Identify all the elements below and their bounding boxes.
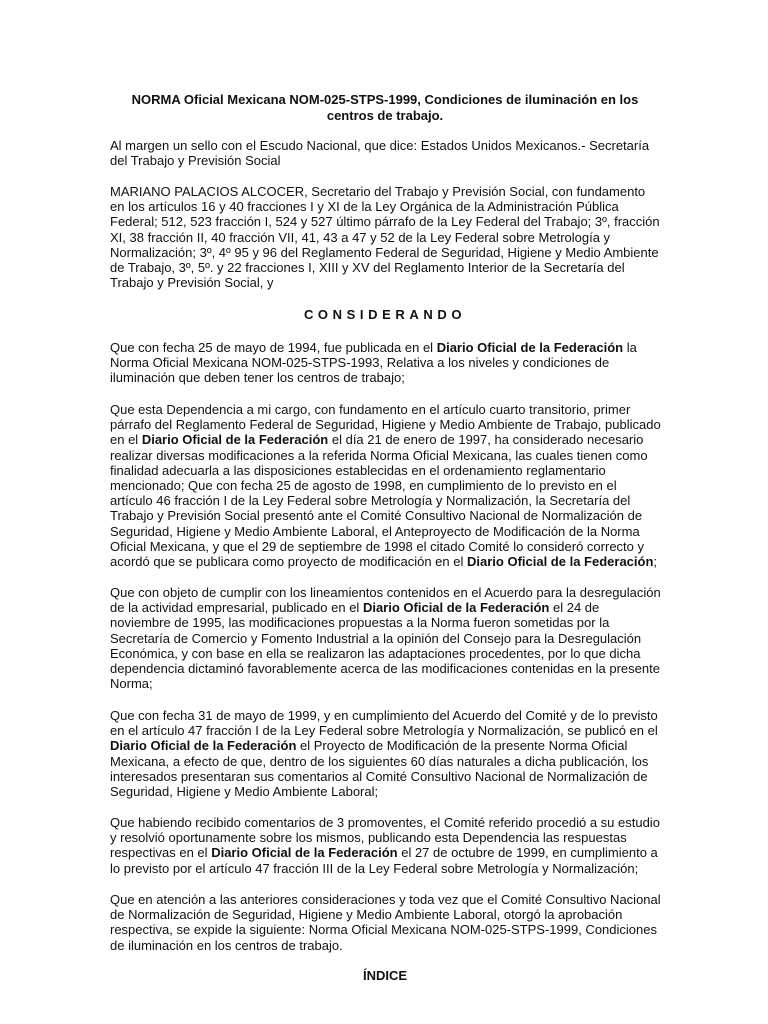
text-segment: Que con objeto de cumplir con los lineamientos contenidos en el Acuerdo para la desregulación de la actividad empresarial, publicado en el: [110, 585, 661, 616]
dof-reference: Diario Oficial de la Federación: [436, 340, 624, 355]
text-segment: el Proyecto de Modificación de la presente Norma Oficial Mexicana, a efecto de que, dentro de los siguientes 60 días naturales a dicha publicación, los interesados presentaran sus comentarios al Comité Consultivo Nacional de Normalización de Seguridad, Higiene y Medio Ambiente Laboral;: [110, 738, 649, 800]
dof-reference: Diario Oficial de la Federación: [110, 738, 297, 754]
considerando-paragraph-2: [110, 402, 662, 569]
text-segment: el 24 de noviembre de 1995, las modificaciones propuestas a la Norma fueron sometidas por la Secretaría de Comercio y Fomento Industrial a la opinión del Consejo para la Desregulación Económica, y con base en ella se realizaron las adaptaciones procedentes, por lo que dicha dependencia dictaminó favorablemente acerca de las modificaciones contenidas en la presente Norma;: [110, 600, 660, 692]
text-segment: Que esta Dependencia a mi cargo, con fundamento en el artículo cuarto transitorio, primer párrafo del Reglamento Federal de Seguridad, Higiene y Medio Ambiente de Trabajo, publicado en el: [110, 402, 661, 448]
text-segment: ;: [653, 554, 658, 570]
considerando-paragraph-5: [110, 815, 662, 876]
dof-reference: Diario Oficial de la Federación: [362, 600, 550, 616]
text-segment: el día 21 de enero de 1997, ha considerado necesario realizar diversas modificaciones a la referida Norma Oficial Mexicana, las cuales tienen como finalidad adecuarla a las disposiciones establecidas en el ordenamiento reglamentario mencionado; Que con fecha 25 de agosto de 1998, en cumplimiento de lo previsto en el artículo 46 fracción I de la Ley Federal sobre Metrología y Normalización, la Secretaría del Trabajo y Previsión Social presentó ante el Comité Consultivo Nacional de Normalización de Seguridad, Higiene y Medio Ambiente Laboral, el Anteproyecto de Modificación de la Norma Oficial Mexicana, y que el 29 de septiembre de 1998 el citado Comité lo consideró correcto y acordó que se publicara como proyecto de modificación en el: [110, 432, 648, 570]
text-segment: Que con fecha 25 de mayo de 1994, fue publicada en el: [110, 340, 434, 355]
considerando-paragraph-6: Que en atención a las anteriores consideraciones y toda vez que el Comité Consultivo Nacional de Normalización de Seguridad, Higiene y Medio Ambiente Laboral, otorgó la aprobación respectiva, se expide la siguiente: Norma Oficial Mexicana NOM-025-STPS-1999, Condiciones de iluminación en los centros de trabajo.: [110, 892, 661, 953]
considerando-paragraph-3: [110, 585, 662, 691]
considerando-paragraph-1: [110, 340, 662, 386]
text-segment: Que con fecha 31 de mayo de 1999, y en cumplimiento del Acuerdo del Comité y de lo previsto en el artículo 47 fracción I de la Ley Federal sobre Metrología y Normalización, se publicó en el: [110, 708, 658, 739]
text-segment: la Norma Oficial Mexicana NOM-025-STPS-1993, Relativa a los niveles y condiciones de iluminación que deben tener los centros de trabajo;: [110, 340, 637, 386]
index-heading: ÍNDICE: [362, 968, 408, 983]
intro-paragraph: Al margen un sello con el Escudo Nacional, que dice: Estados Unidos Mexicanos.- Secretaría del Trabajo y Previsión Social: [110, 138, 650, 169]
dof-reference: Diario Oficial de la Federación: [141, 432, 329, 448]
considerando-heading: CONSIDERANDO: [303, 307, 467, 322]
dof-reference: Diario Oficial de la Federación: [467, 554, 654, 570]
text-segment: Que habiendo recibido comentarios de 3 promoventes, el Comité referido procedió a su estudio y resolvió oportunamente sobre los mismos, publicando esta Dependencia las respuestas respectivas en el: [110, 815, 660, 861]
considerando-paragraph-4: [110, 708, 662, 799]
dof-reference: Diario Oficial de la Federación: [211, 845, 398, 861]
text-segment: el 27 de octubre de 1999, en cumplimiento a lo previsto por el artículo 47 fracción III de la Ley Federal sobre Metrología y Normalización;: [110, 845, 658, 876]
document-title: NORMA Oficial Mexicana NOM-025-STPS-1999, Condiciones de iluminación en los centros de trabajo.: [131, 92, 639, 123]
preamble-paragraph: MARIANO PALACIOS ALCOCER, Secretario del Trabajo y Previsión Social, con fundamento en los artículos 16 y 40 fracciones I y XI de la Ley Orgánica de la Administración Pública Federal; 512, 523 fracción I, 524 y 527 último párrafo de la Ley Federal del Trabajo; 3º, fracción XI, 38 fracción II, 40 fracción VII, 41, 43 a 47 y 52 de la Ley Federal sobre Metrología y Normalización; 3º, 4º 95 y 96 del Reglamento Federal de Seguridad, Higiene y Medio Ambiente de Trabajo, 3º, 5º. y 22 fracciones I, XIII y XV del Reglamento Interior de la Secretaría del Trabajo y Previsión Social, y: [110, 184, 660, 291]
